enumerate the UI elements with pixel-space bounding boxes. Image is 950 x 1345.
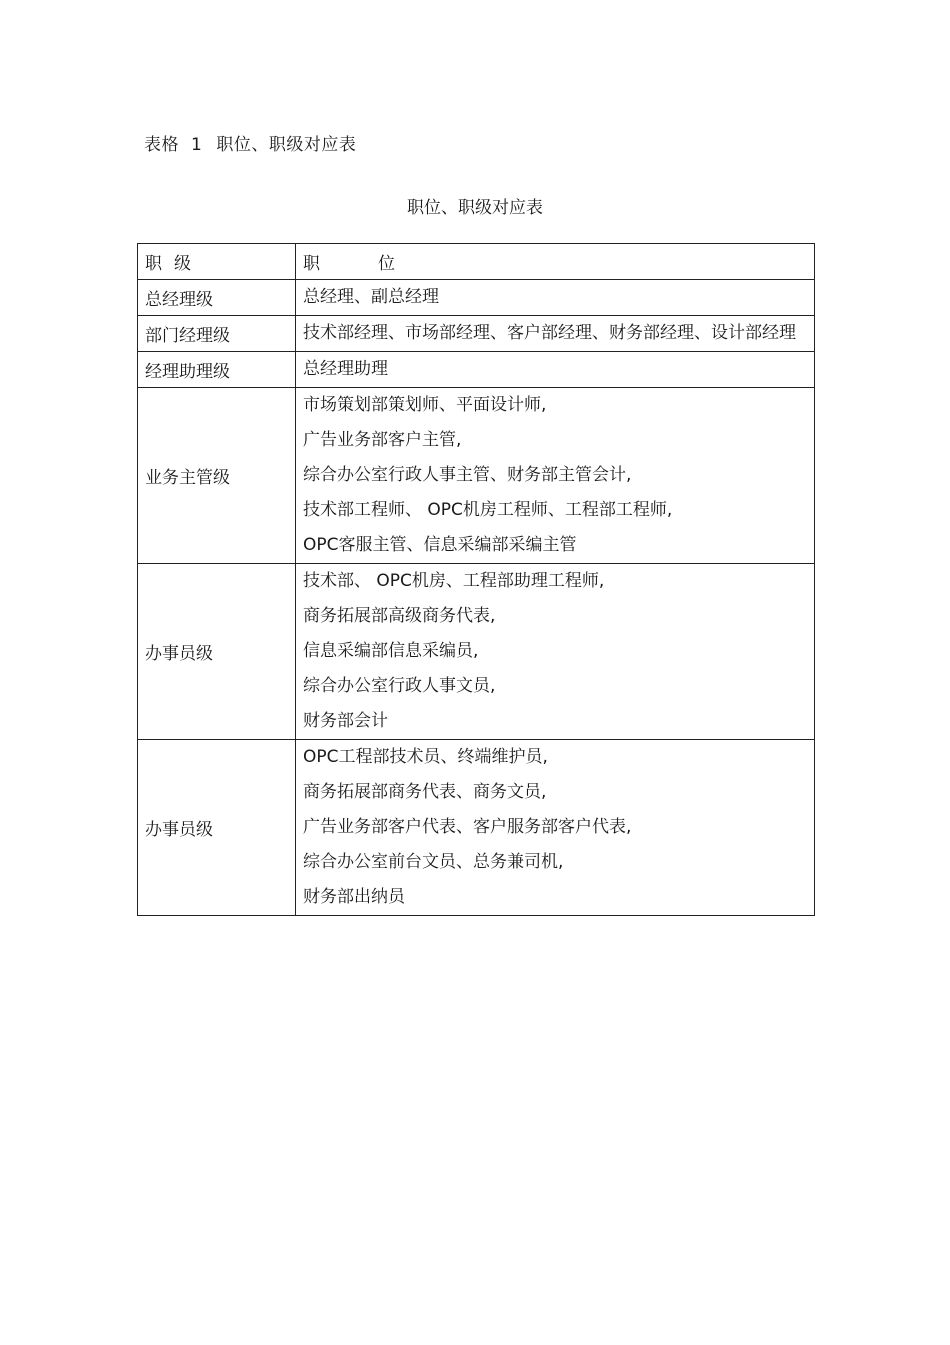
positions-cell <box>296 352 815 388</box>
table-row <box>138 564 815 740</box>
caption-text: 职位、职级对应表 <box>216 135 357 155</box>
table-header-row <box>138 244 815 280</box>
positions-cell <box>296 740 815 916</box>
position-line: 市场策划部策划师、平面设计师, <box>303 395 547 415</box>
level-cell: 部门经理级 <box>138 316 296 352</box>
caption-label: 表格 <box>144 135 179 155</box>
positions-cell <box>296 388 815 564</box>
position-line: 广告业务部客户代表、客户服务部客户代表, <box>303 817 632 837</box>
level-cell: 办事员级 <box>138 740 296 916</box>
table-row <box>138 280 815 316</box>
table-caption <box>144 130 356 155</box>
position-line: 技术部、 OPC机房、工程部助理工程师, <box>303 571 605 591</box>
positions-cell <box>296 316 815 352</box>
position-level-table <box>137 243 815 916</box>
position-line: 财务部出纳员 <box>303 887 405 907</box>
header-position: 职 位 <box>296 244 815 280</box>
table-row <box>138 352 815 388</box>
level-cell: 总经理级 <box>138 280 296 316</box>
position-line: 广告业务部客户主管, <box>303 430 462 450</box>
position-line: 综合办公室行政人事文员, <box>303 676 496 696</box>
table-row <box>138 740 815 916</box>
position-line: 技术部经理、市场部经理、客户部经理、财务部经理、设计部经理 <box>303 323 796 343</box>
position-line: 商务拓展部高级商务代表, <box>303 606 496 626</box>
positions-cell <box>296 564 815 740</box>
table-row <box>138 388 815 564</box>
position-line: 总经理、副总经理 <box>303 287 439 307</box>
position-line: 综合办公室行政人事主管、财务部主管会计, <box>303 465 632 485</box>
position-line: 财务部会计 <box>303 711 388 731</box>
table-title: 职位、职级对应表 <box>407 198 543 218</box>
header-level: 职 级 <box>138 244 296 280</box>
position-line: OPC工程部技术员、终端维护员, <box>303 747 548 767</box>
table-row <box>138 316 815 352</box>
level-cell: 办事员级 <box>138 564 296 740</box>
positions-cell <box>296 280 815 316</box>
caption-number: 1 <box>191 135 203 155</box>
position-line: 信息采编部信息采编员, <box>303 641 479 661</box>
position-line: OPC客服主管、信息采编部采编主管 <box>303 535 577 555</box>
level-cell: 经理助理级 <box>138 352 296 388</box>
position-line: 综合办公室前台文员、总务兼司机, <box>303 852 564 872</box>
position-line: 商务拓展部商务代表、商务文员, <box>303 782 547 802</box>
position-line: 总经理助理 <box>303 359 388 379</box>
level-cell: 业务主管级 <box>138 388 296 564</box>
position-line: 技术部工程师、 OPC机房工程师、工程部工程师, <box>303 500 673 520</box>
